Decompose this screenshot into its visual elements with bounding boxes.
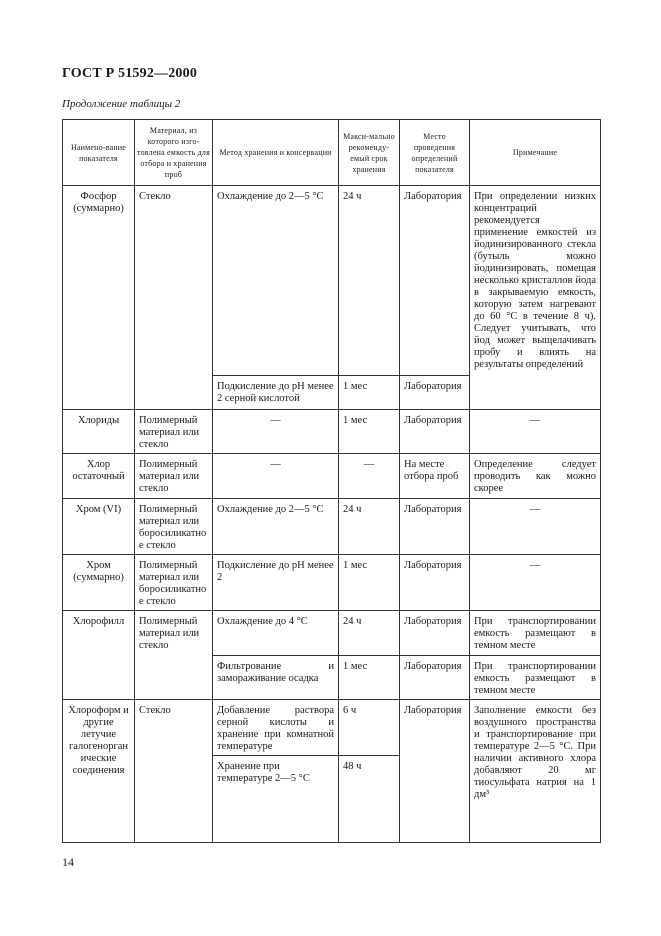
note-cell: Определение следует проводить как можно скорее — [470, 454, 601, 499]
note-cell: — — [470, 555, 601, 611]
term-cell: 24 ч — [339, 186, 400, 376]
term-cell: 1 мес — [339, 656, 400, 700]
method-cell: Добавление раствора серной кислоты и хранение при комнатной температуре — [213, 700, 339, 756]
term-cell: 48 ч — [339, 756, 400, 843]
material-cell: Полимерный материал или стекло — [135, 410, 213, 454]
table-row — [63, 611, 601, 656]
term-cell: 1 мес — [339, 555, 400, 611]
table-row — [63, 700, 601, 756]
indicator-cell: Хлороформ и другие летучие галогенорганические соединения — [63, 700, 135, 843]
table-row — [63, 555, 601, 611]
material-cell: Полимерный материал или стекло — [135, 611, 213, 700]
method-cell: Охлаждение до 2—5 °С — [213, 499, 339, 555]
term-cell: — — [339, 454, 400, 499]
term-cell: 1 мес — [339, 376, 400, 410]
note-cell: При определении низких концентраций рекомендуется применение емкостей из йодинизированного стекла (бутыль можно йодинизировать, помещая несколько кристаллов йода в закрываемую емкость, которую затем нагревают до 60 °С в течение 8 ч). Следует учитывать, что йод может выщелачивать пробу и влиять на результаты определений — [470, 186, 601, 410]
place-cell: Лаборатория — [400, 499, 470, 555]
method-cell: Подкисление до рН менее 2 — [213, 555, 339, 611]
term-cell: 6 ч — [339, 700, 400, 756]
page-number: 14 — [62, 855, 74, 869]
header-method: Метод хранения и консервации — [213, 120, 339, 186]
material-cell: Стекло — [135, 186, 213, 410]
indicator-cell: Хлор остаточный — [63, 454, 135, 499]
place-cell: Лаборатория — [400, 700, 470, 843]
table-continuation-caption: Продолжение таблицы 2 — [62, 98, 181, 110]
material-cell: Стекло — [135, 700, 213, 843]
indicator-cell: Хлориды — [63, 410, 135, 454]
note-cell: Заполнение емкости без воздушного пространства и транспортирование при температуре 2—5 °С. При наличии активного хлора добавляют 20 мг тиосульфата натрия на 1 дм³ — [470, 700, 601, 843]
method-cell: Подкисление до рН менее 2 серной кислотой — [213, 376, 339, 410]
document-title: ГОСТ Р 51592—2000 — [62, 66, 198, 81]
place-cell: Лаборатория — [400, 186, 470, 376]
header-indicator: Наимено-вание показателя — [63, 120, 135, 186]
place-cell: На месте отбора проб — [400, 454, 470, 499]
header-storage-term: Макси-мально рекоменду-емый срок хранения — [339, 120, 400, 186]
storage-methods-table — [62, 119, 601, 843]
indicator-cell: Хром (VI) — [63, 499, 135, 555]
method-cell: Фильтрование и замораживание осадка — [213, 656, 339, 700]
place-cell: Лаборатория — [400, 656, 470, 700]
note-cell: — — [470, 499, 601, 555]
header-place: Место проведения определений показателя — [400, 120, 470, 186]
place-cell: Лаборатория — [400, 376, 470, 410]
indicator-cell: Фосфор (суммарно) — [63, 186, 135, 410]
material-cell: Полимерный материал или боросиликатное стекло — [135, 555, 213, 611]
term-cell: 24 ч — [339, 611, 400, 656]
header-note: Примечание — [470, 120, 601, 186]
method-cell: Хранение при температуре 2—5 °С — [213, 756, 339, 843]
header-material: Материал, из которого изго-товлена емкость для отбора и хранения проб — [135, 120, 213, 186]
table-row — [63, 186, 601, 376]
method-cell: — — [213, 410, 339, 454]
note-cell: При транспортировании емкость размещают в темном месте — [470, 656, 601, 700]
place-cell: Лаборатория — [400, 611, 470, 656]
material-cell: Полимерный материал или боросиликатное стекло — [135, 499, 213, 555]
method-cell: Охлаждение до 4 °С — [213, 611, 339, 656]
method-cell: — — [213, 454, 339, 499]
place-cell: Лаборатория — [400, 410, 470, 454]
material-cell: Полимерный материал или стекло — [135, 454, 213, 499]
place-cell: Лаборатория — [400, 555, 470, 611]
indicator-cell: Хлорофилл — [63, 611, 135, 700]
table-row — [63, 454, 601, 499]
table-header-row — [63, 120, 601, 186]
term-cell: 24 ч — [339, 499, 400, 555]
table-row — [63, 499, 601, 555]
table-row — [63, 410, 601, 454]
term-cell: 1 мес — [339, 410, 400, 454]
note-cell: — — [470, 410, 601, 454]
note-cell: При транспортировании емкость размещают в темном месте — [470, 611, 601, 656]
method-cell: Охлаждение до 2—5 °С — [213, 186, 339, 376]
indicator-cell: Хром (суммарно) — [63, 555, 135, 611]
